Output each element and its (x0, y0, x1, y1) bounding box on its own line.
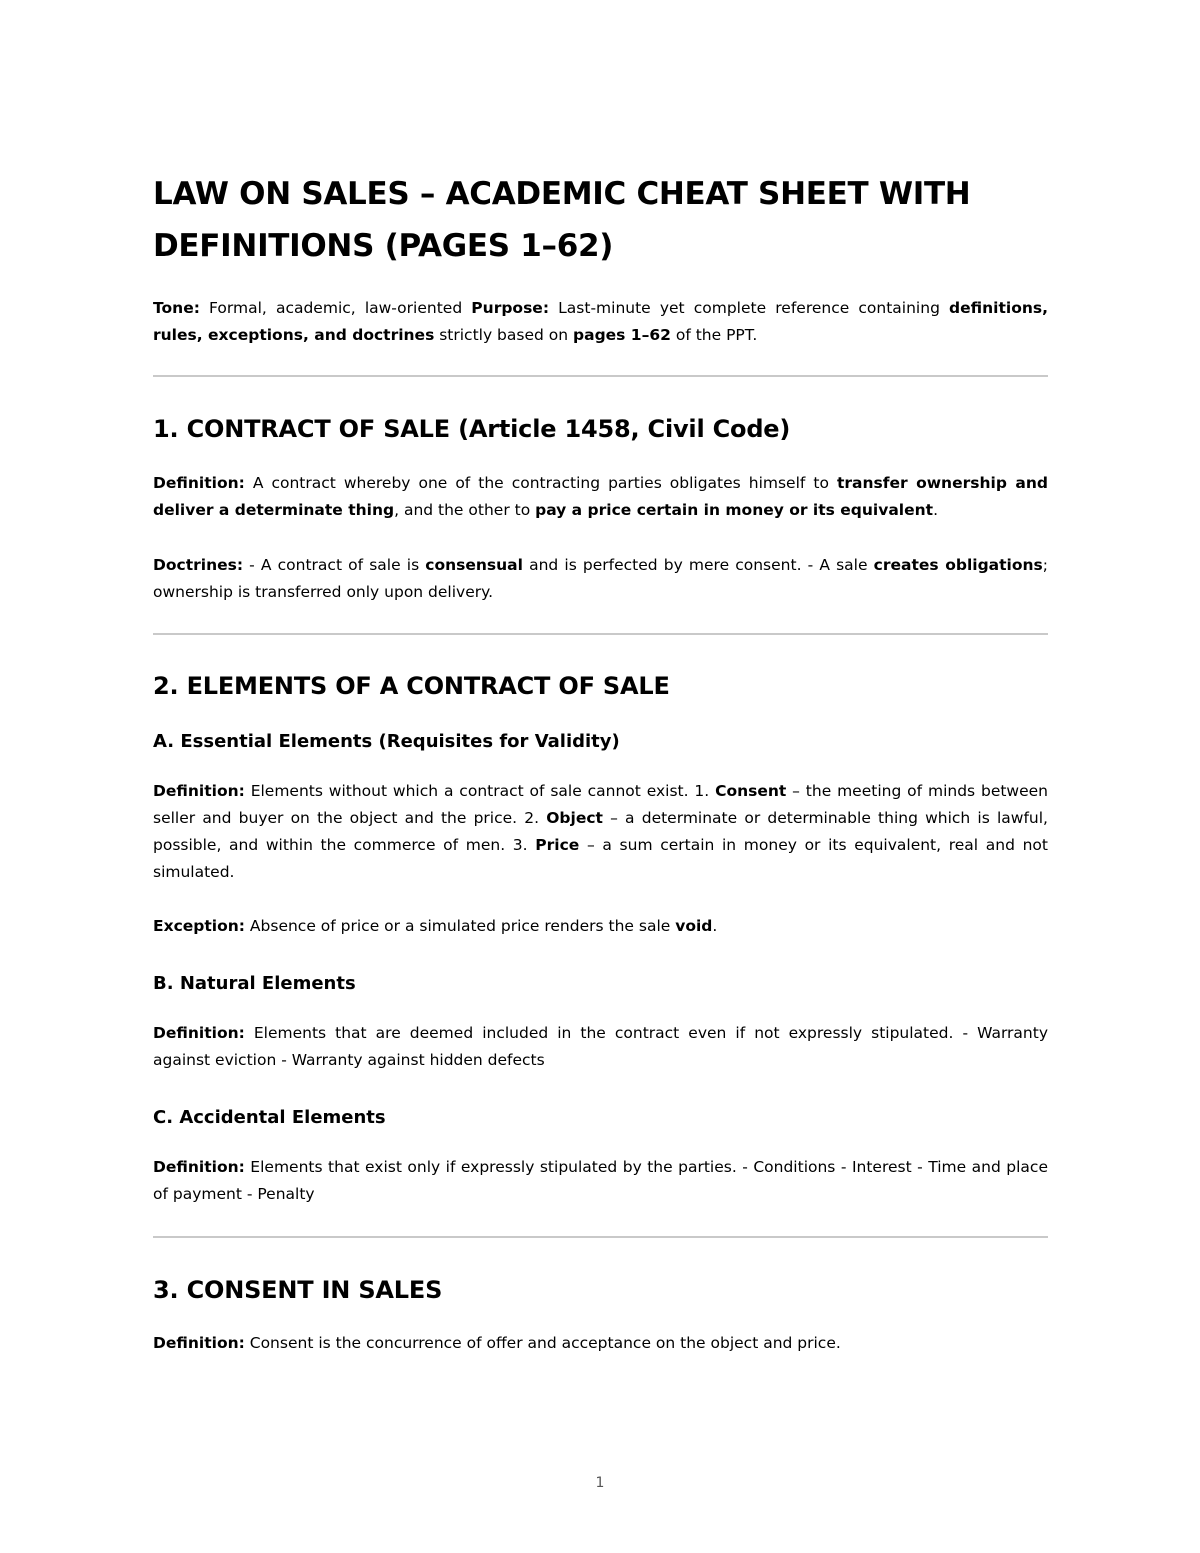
subsection-c-definition (153, 1154, 1048, 1208)
exception-text: . (712, 917, 718, 935)
definition-text: – a sum certain in money or its equivalent, real and not simulated. (153, 836, 1048, 881)
subsection-a-definition (153, 778, 1048, 886)
pages-bold: pages 1–62 (573, 326, 671, 344)
purpose-bold: definitions, rules, exceptions, and doctrines (153, 299, 1048, 344)
definition-text: A contract whereby one of the contracting parties obligates himself to (244, 474, 837, 492)
definition-bold: pay a price certain in money or its equivalent (535, 501, 934, 519)
subsection-c-heading: C. Accidental Elements (153, 1107, 386, 1128)
definition-text: Elements without which a contract of sale cannot exist. 1. (244, 782, 716, 800)
doctrines-text: ; ownership is transferred only upon delivery. (153, 556, 1048, 601)
subsection-a-heading: A. Essential Elements (Requisites for Validity) (153, 731, 620, 752)
definition-text: Consent is the concurrence of offer and acceptance on the object and price. (244, 1334, 841, 1352)
definition-bold: transfer ownership and deliver a determinate thing (153, 474, 1048, 519)
definition-bold: Consent (715, 782, 787, 800)
definition-bold: Price (535, 836, 580, 854)
section-3-heading: 3. CONSENT IN SALES (153, 1276, 443, 1304)
definition-text: . (933, 501, 938, 519)
section-1-doctrines (153, 552, 1048, 606)
definition-label: Definition: (153, 1024, 245, 1042)
purpose-label: Purpose: (471, 299, 550, 317)
tone-text: Formal, academic, law-oriented (199, 299, 472, 317)
subsection-b-heading: B. Natural Elements (153, 973, 356, 994)
doctrines-label: Doctrines: (153, 556, 244, 574)
doctrines-text: and is perfected by mere consent. - A sale (522, 556, 874, 574)
exception-text: Absence of price or a simulated price renders the sale (245, 917, 676, 935)
exception-label: Exception: (153, 917, 245, 935)
divider (153, 633, 1048, 635)
definition-text: Elements that exist only if expressly stipulated by the parties. - Conditions - Interest - Time and place of payment - Penalty (153, 1158, 1048, 1203)
purpose-end: of the PPT. (670, 326, 758, 344)
intro-paragraph (153, 295, 1048, 349)
section-1-definition (153, 470, 1048, 524)
purpose-text: Last-minute yet complete reference containing (549, 299, 950, 317)
divider (153, 375, 1048, 377)
definition-label: Definition: (153, 474, 245, 492)
tone-label: Tone: (153, 299, 200, 317)
definition-bold: Object (546, 809, 603, 827)
section-1-heading: 1. CONTRACT OF SALE (Article 1458, Civil Code) (153, 415, 791, 443)
definition-text: – a determinate or determinable thing which is lawful, possible, and within the commerce of men. 3. (153, 809, 1048, 854)
document-title: LAW ON SALES – ACADEMIC CHEAT SHEET WITH DEFINITIONS (PAGES 1–62) (153, 176, 971, 264)
definition-text: – the meeting of minds between seller and buyer on the object and the price. 2. (153, 782, 1049, 827)
doctrines-bold: creates obligations (873, 556, 1043, 574)
definition-label: Definition: (153, 1158, 245, 1176)
definition-text: Elements that are deemed included in the contract even if not expressly stipulated. - Warranty against eviction - Warranty against hidden defects (153, 1024, 1048, 1069)
exception-bold: void (675, 917, 713, 935)
doctrines-text: - A contract of sale is (243, 556, 426, 574)
exception-paragraph (153, 913, 1048, 940)
page-number: 1 (595, 1475, 605, 1491)
divider (153, 1236, 1048, 1238)
section-3-definition (153, 1330, 1048, 1357)
purpose-text-2: strictly based on (434, 326, 574, 344)
definition-label: Definition: (153, 1334, 245, 1352)
doctrines-bold: consensual (425, 556, 523, 574)
section-2-heading: 2. ELEMENTS OF A CONTRACT OF SALE (153, 672, 670, 700)
subsection-b-definition (153, 1020, 1048, 1074)
definition-text: , and the other to (394, 501, 536, 519)
definition-label: Definition: (153, 782, 245, 800)
